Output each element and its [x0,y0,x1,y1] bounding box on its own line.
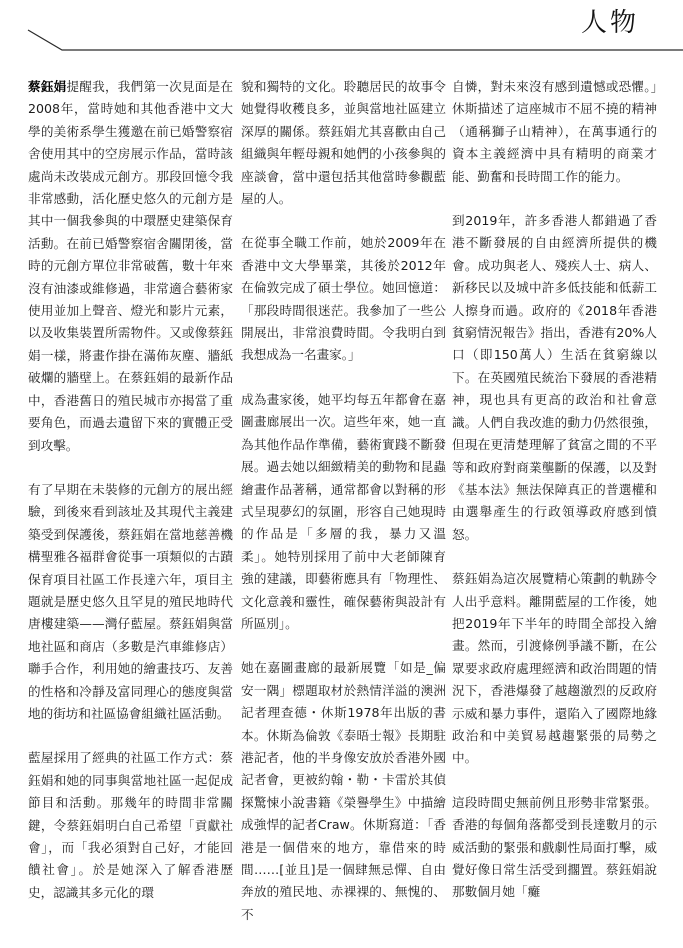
paragraph: 自憐，對未來沒有感到遺憾或恐懼。」休斯描述了這座城市不屈不撓的精神（通稱獅子山精神），在萬事通行的資本主義經濟中具有精明的商業才能、勤奮和長時間工作的能力。 [452,79,657,184]
paragraph: 在從事全職工作前，她於2009年在香港中文大學畢業，其後於2012年在倫敦完成了碩士學位。她回憶道：「那段時間很迷茫。我參加了一些公開展出，非常浪費時間。令我明白到我想成為一名畫家。」 [241,235,446,363]
lead-name: 蔡鈺娟 [28,79,67,94]
paragraph: 這段時間史無前例且形勢非常緊張。香港的每個角落都受到長達數月的示威活動的緊張和戲劇性局面打擊，威覺好像日常生活受到擱置。蔡鈺娟說那數個月她「癱 [452,794,657,900]
paragraph: 蔡鈺娟為這次展覽精心策劃的軌跡令人出乎意料。離開藍屋的工作後，她把2019年下半年的時間全部投入繪畫。然而，引渡條例爭議不斷，在公眾要求政府處理經濟和政治問題的情況下，香港爆發了越趨激烈的反政府示威和暴力事件，還陷入了國際地緣政治和中美貿易越趨緊張的局勢之中。 [452,571,657,766]
paragraph: 貌和獨特的文化。聆聽居民的故事令她覺得收穫良多，並與當地社區建立深厚的關係。蔡鈺娟尤其喜歡由自己組織與年輕母親和她們的小孩參與的座談會，當中還包括其他當時參觀藍屋的人。 [241,79,446,207]
article-column-1 [28,76,233,926]
paragraph: 蔡鈺娟提醒我，我們第一次見面是在2008年，當時她和其他香港中文大學的美術系學生獲邀在前已婚警察宿舍使用其中的空房展示作品，當時該處尚未改裝成元創方。那段回憶令我非常感動，活化歷史悠久的元創方是其中一個我參與的中環歷史建築保育活動。在前已婚警察宿舍關閉後，當時的元創方單位非常破舊，數十年來沒有油漆或維修過，非常適合藝術家使用並加上聲音、燈光和影片元素，以及收集裝置所需物件。又或像蔡鈺娟一樣，將畫作掛在滿佈灰塵、牆紙破爛的牆壁上。在蔡鈺娟的最新作品中，香港舊日的殖民城市亦揭當了重要角色，而過去遺留下來的實體正受到攻擊。 [28,79,234,453]
article-column-2 [241,76,446,948]
paragraph: 有了早期在未裝修的元創方的展出經驗，到後來看到該址及其現代主義建築受到保護後，蔡鈺娟在當地慈善機構聖雅各福群會從事一項類似的古蹟保育項目社區工作長達六年，項目主題就是歷史悠久且罕見的殖民地時代唐樓建築——灣仔藍屋。蔡鈺娟與當地社區和商店（多數是汽車維修店）聯手合作，利用她的繪畫技巧、友善的性格和冷靜及富同理心的態度與當地的街坊和社區協會組織社區活動。 [28,481,233,721]
section-title: 人物 [580,8,639,38]
paragraph: 藍屋採用了經典的社區工作方式：蔡鈺娟和她的同事與當地社區一起促成節目和活動。那幾年的時間非常關鍵，令蔡鈺娟明白自己希望「貢獻社會」，而「我必須對自己好，才能回饋社會」。於是她深入了解香港歷史，認識其多元化的環 [28,750,233,900]
paragraph: 成為畫家後，她平均每五年都會在嘉圖畫廊展出一次。這些年來，她一直為其他作品作準備，藝術實踐不斷發展。過去她以細緻精美的動物和昆蟲繪畫作品著稱，通常都會以對稱的形式呈現夢幻的氛圍，形容自己她現時的作品是「多層的我，暴力又溫柔」。她特別採用了前中大老師陳育強的建議，即藝術應具有「物理性、文化意義和靈性，確保藝術與設計有所區別」。 [241,391,446,631]
paragraph: 她在嘉圖畫廊的最新展覽「如是_偏安一隅」標題取材於熱情洋溢的澳洲記者理查德・休斯1978年出版的書本。休斯為倫敦《泰晤士報》長期駐港記者，他的半身像安放於香港外國記者會，更被約翰・勒・卡雷於其偵探驚悚小說書籍《榮譽學生》中描繪成強悍的記者Craw。休斯寫道：「香港是一個借來的地方，靠借來的時間……[並且]是一個肆無忌憚、自由奔放的殖民地、赤裸裸的、無愧的、不 [241,660,446,922]
paragraph: 到2019年，許多香港人都錯過了香港不斷發展的自由經濟所提供的機會。成功與老人、殘疾人士、病人、新移民以及城中許多低技能和低薪工人擦身而過。政府的《2018年香港貧窮情況報告》指出，香港有20%人口（即150萬人）生活在貧窮線以下。在英國殖民統治下發展的香港精神，現也具有更高的政治和社會意識。人們自我改進的動力仍然很強，但現在更清楚理解了貧富之間的不平等和政府對商業壟斷的保護，以及對《基本法》無法保障真正的普選權和由選舉產生的行政領導政府感到憤怒。 [452,213,657,542]
article-column-3 [452,76,657,926]
